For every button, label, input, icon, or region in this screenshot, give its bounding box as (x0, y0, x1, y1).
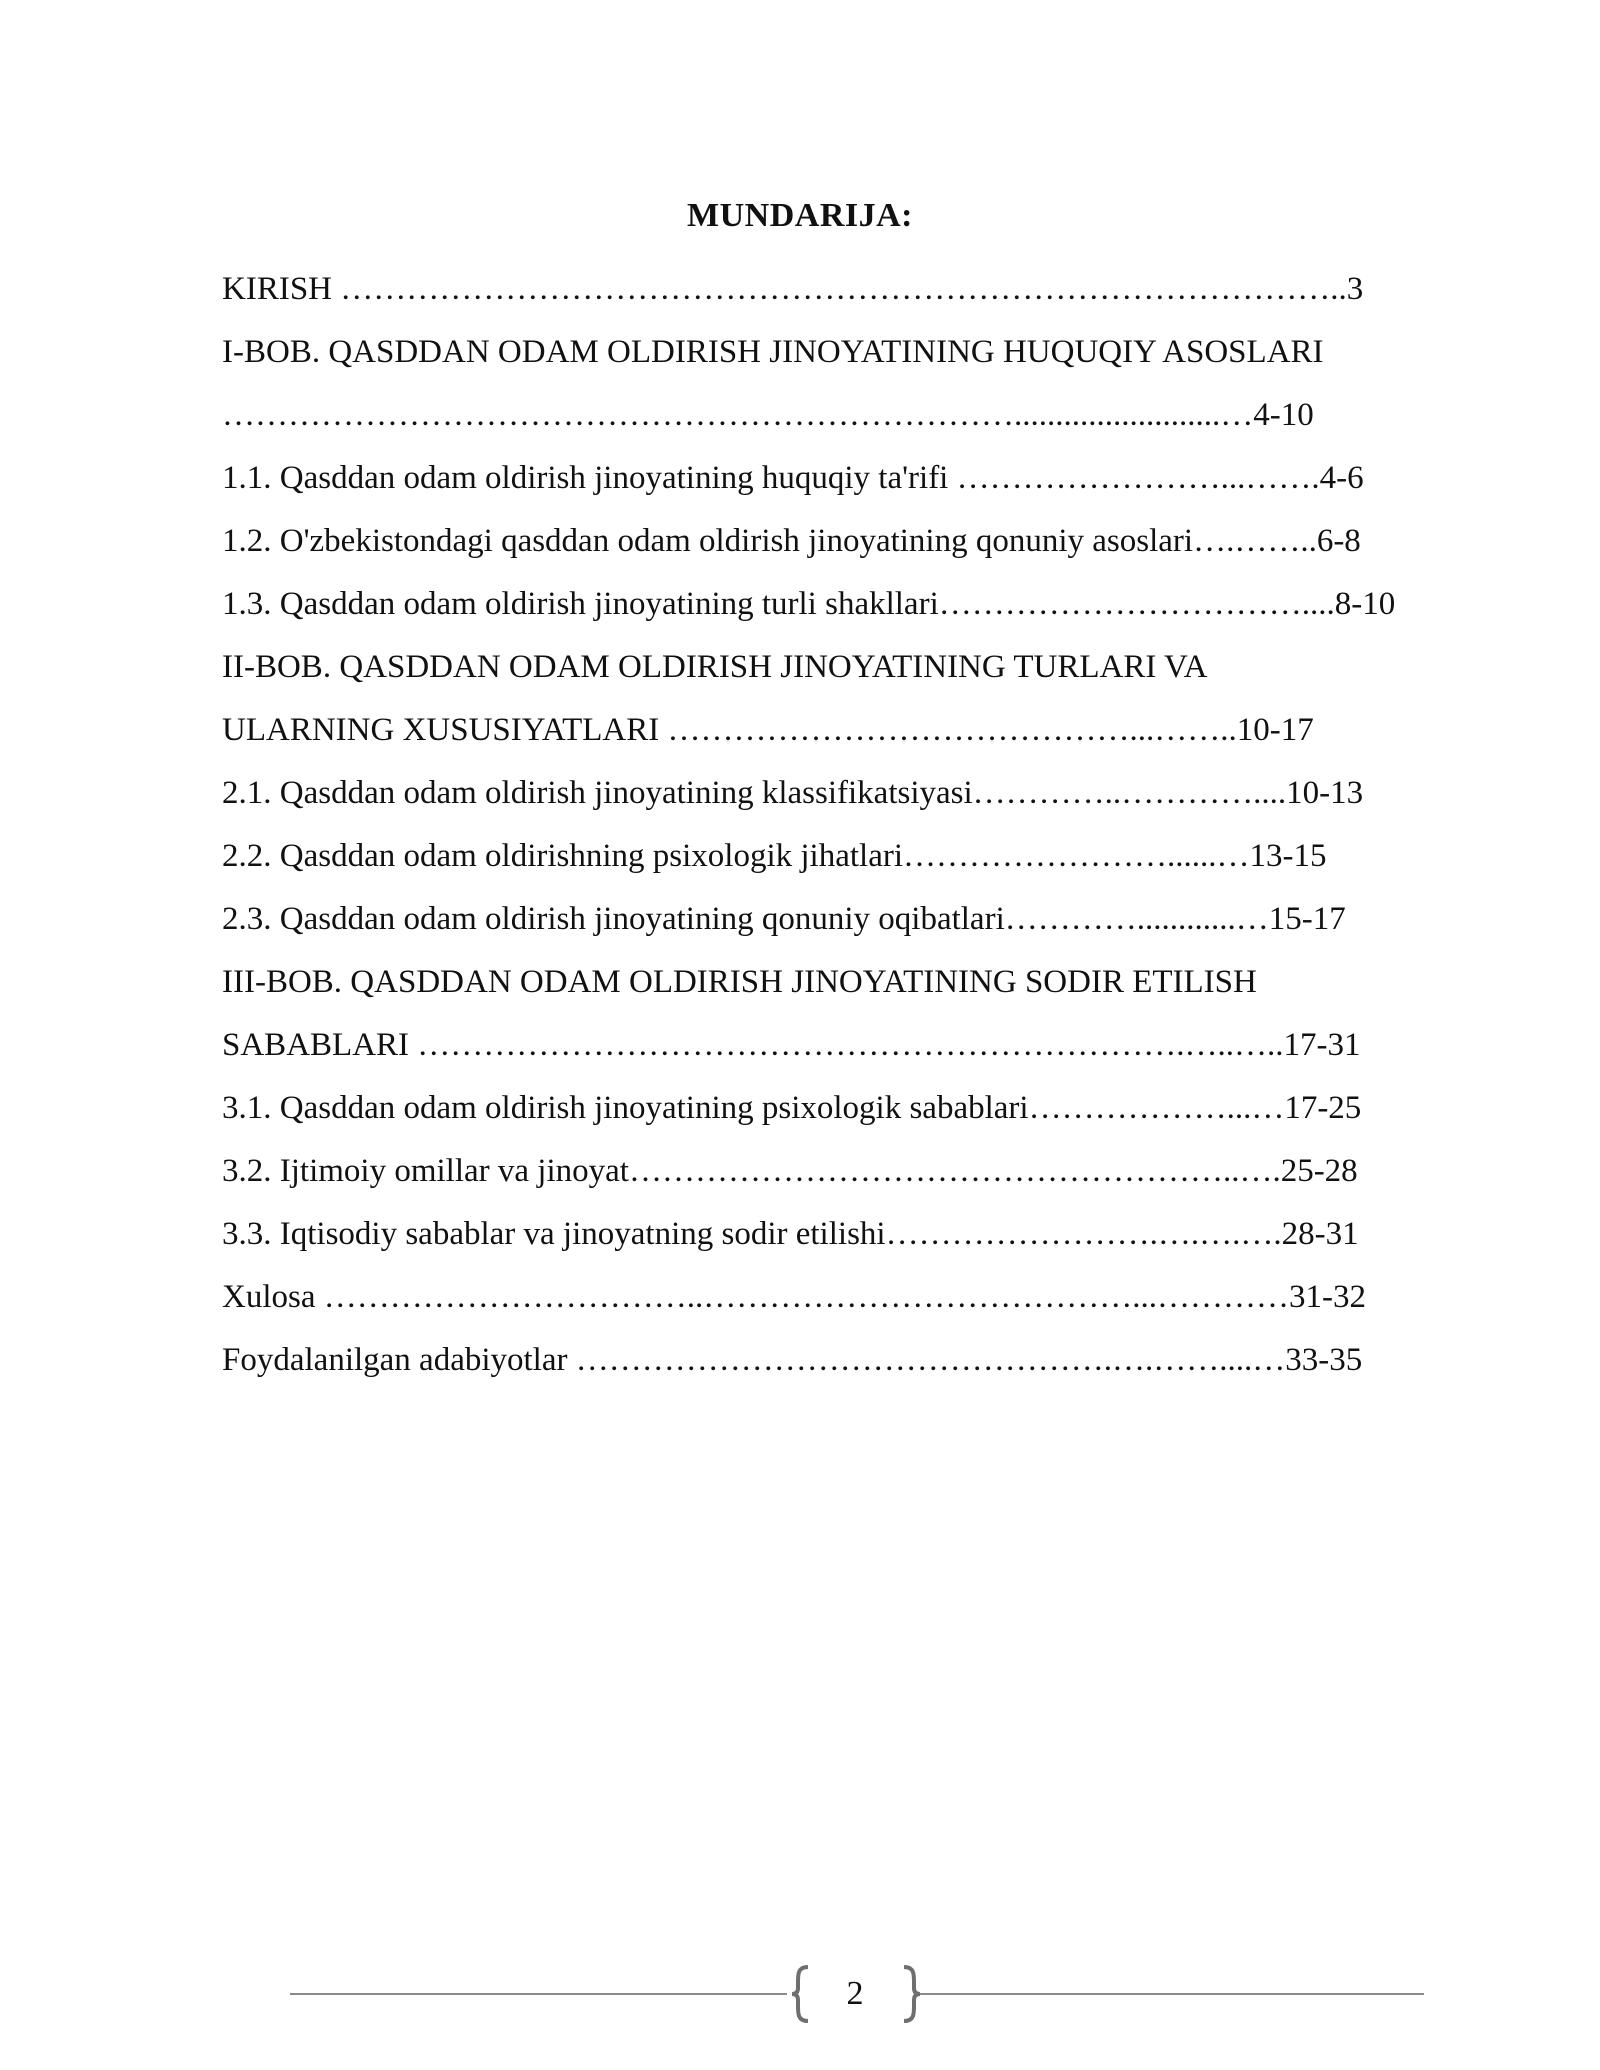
toc-chapter-1-heading: I-BOB. QASDDAN ODAM OLDIRISH JINOYATINING HUQUQIY ASOSLARI (222, 334, 1324, 370)
toc-entry-2-1: 2.1. Qasddan odam oldirish jinoyatining klassifikatsiyasi…………..…………....10-13 (222, 775, 1364, 811)
toc-chapter-3-pages: SABABLARI …………………………………………………………….…..…..17-31 (222, 1027, 1361, 1063)
footer-rule-left (290, 1993, 787, 1995)
toc-entry-references: Foydalanilgan adabiyotlar ………………………………………….….……....…33-35 (222, 1342, 1363, 1378)
toc-chapter-3-heading: III-BOB. QASDDAN ODAM OLDIRISH JINOYATINING SODIR ETILISH (222, 964, 1257, 1000)
toc-chapter-2-heading: II-BOB. QASDDAN ODAM OLDIRISH JINOYATINING TURLARI VA (222, 649, 1208, 685)
toc-chapter-1-pages: ……………………………………………………………….........................…4-10 (222, 397, 1314, 433)
toc-entry-1-2: 1.2. O'zbekistondagi qasddan odam oldirish jinoyatining qonuniy asoslari….……..6-8 (222, 523, 1361, 559)
left-bracket-icon (786, 1964, 816, 2024)
toc-entry-3-1: 3.1. Qasddan odam oldirish jinoyatining psixologik sabablari………………...…17-25 (222, 1090, 1362, 1126)
toc-entry-2-2: 2.2. Qasddan odam oldirishning psixologik jihatlari……………………......…13-15 (222, 838, 1327, 874)
toc-entry-1-3: 1.3. Qasddan odam oldirish jinoyatining turli shakllari……………………………....8-10 (222, 586, 1396, 622)
page-footer (0, 1960, 1600, 2030)
toc-entry-xulosa: Xulosa ……………………………..…………………………………...…………31-32 (222, 1279, 1366, 1315)
toc-entry-2-3: 2.3. Qasddan odam oldirish jinoyatining qonuniy oqibatlari…………............…15-17 (222, 901, 1346, 937)
toc-title: MUNDARIJA: (687, 197, 913, 234)
toc-entry-kirish: KIRISH ………………………………………………………………………………..3 (222, 271, 1364, 307)
footer-rule-right (920, 1993, 1424, 1995)
toc-entry-3-2: 3.2. Ijtimoiy omillar va jinoyat………………………………………………..….25-28 (222, 1153, 1358, 1189)
toc-entry-3-3: 3.3. Iqtisodiy sabablar va jinoyatning sodir etilishi…………………….….….….28-31 (222, 1216, 1359, 1252)
table-of-contents (222, 258, 1486, 1392)
page-number: 2 (846, 1975, 864, 2012)
toc-chapter-2-pages: ULARNING XUSUSIYATLARI ……………………………………...……..10-17 (222, 712, 1314, 748)
toc-entry-1-1: 1.1. Qasddan odam oldirish jinoyatining huquqiy ta'rifi ……………………...…….4-6 (222, 460, 1364, 496)
